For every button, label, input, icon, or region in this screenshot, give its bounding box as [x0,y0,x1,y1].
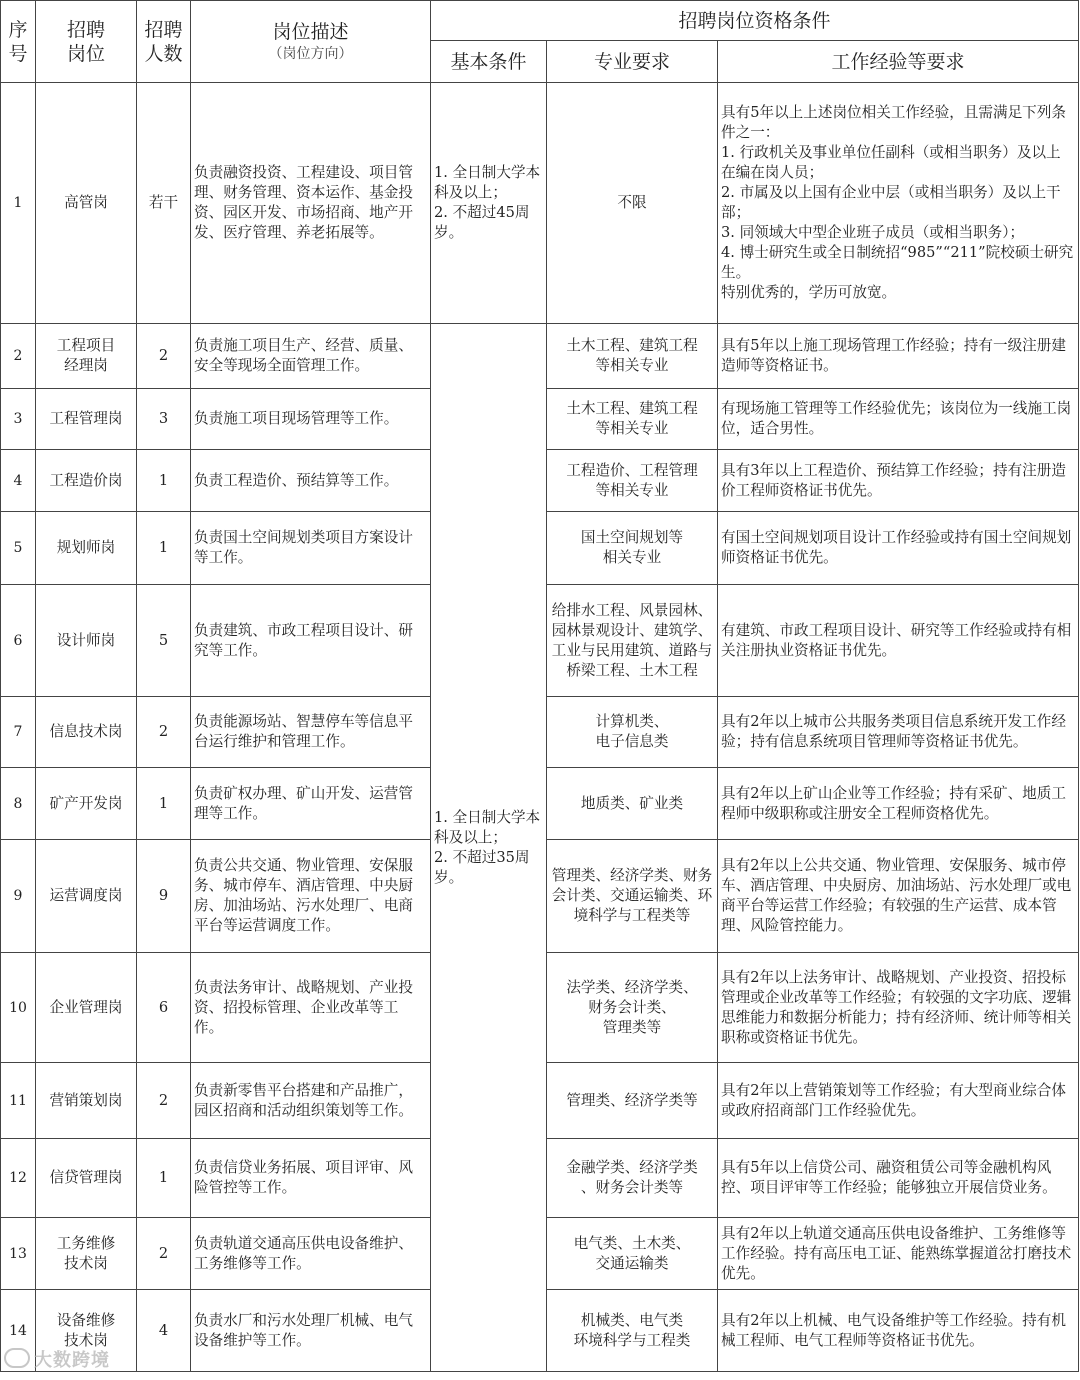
row-position: 工务维修 技术岗 [36,1218,137,1290]
row-count: 2 [137,324,191,389]
watermark [4,1346,110,1372]
row-major: 给排水工程、风景园林、园林景观设计、建筑学、工业与民用建筑、道路与桥梁工程、土木工程 [547,585,718,697]
row-experience: 具有3年以上工程造价、预结算工作经验；持有注册造价工程师资格证书优先。 [718,450,1079,512]
row-description: 负责新零售平台搭建和产品推广，园区招商和活动组织策划等工作。 [191,1063,431,1139]
row-position: 企业管理岗 [36,953,137,1063]
row-seq: 10 [1,953,36,1063]
row-description: 负责融资投资、工程建设、项目管理、财务管理、资本运作、基金投资、园区开发、市场招商、地产开发、医疗管理、养老拓展等。 [191,83,431,324]
row-position: 工程项目 经理岗 [36,324,137,389]
header-description-sub: （岗位方向） [268,45,353,62]
row-major: 国土空间规划等 相关专业 [547,512,718,585]
row-description: 负责法务审计、战略规划、产业投资、招投标管理、企业改革等工作。 [191,953,431,1063]
row-experience: 具有2年以上轨道交通高压供电设备维护、工务维修等工作经验。持有高压电工证、能熟练掌握道岔打磨技术优先。 [718,1218,1079,1290]
row-seq: 13 [1,1218,36,1290]
row-position: 高管岗 [36,83,137,324]
header-major: 专业要求 [547,41,718,83]
row-major: 金融学类、经济学类 、财务会计类等 [547,1139,718,1218]
row-seq: 9 [1,840,36,953]
row-major: 不限 [547,83,718,324]
row-experience: 具有2年以上矿山企业等工作经验；持有采矿、地质工程师中级职称或注册安全工程师资格优先。 [718,768,1079,840]
header-position: 招聘 岗位 [36,1,137,83]
row-seq: 2 [1,324,36,389]
row-major: 计算机类、 电子信息类 [547,697,718,768]
row-experience: 具有5年以上上述岗位相关工作经验，且需满足下列条件之一： 1. 行政机关及事业单位任副科（或相当职务）及以上在编在岗人员； 2. 市属及以上国有企业中层（或相当职务）及以上干部； 3. 同领域大中型企业班子成员（或相当职务）； 4. 博士研究生或全日制统招“985”“211”院校硕士研究生。 特别优秀的，学历可放宽。 [718,83,1079,324]
row-description: 负责轨道交通高压供电设备维护、工务维修等工作。 [191,1218,431,1290]
row-description: 负责国土空间规划类项目方案设计等工作。 [191,512,431,585]
row-experience: 具有5年以上施工现场管理工作经验；持有一级注册建造师等资格证书。 [718,324,1079,389]
row-experience: 具有2年以上法务审计、战略规划、产业投资、招投标管理或企业改革等工作经验；有较强的文字功底、逻辑思维能力和数据分析能力；持有经济师、统计师等相关职称或资格证书优先。 [718,953,1079,1063]
row-description: 负责能源场站、智慧停车等信息平台运行维护和管理工作。 [191,697,431,768]
row-description: 负责信贷业务拓展、项目评审、风险管控等工作。 [191,1139,431,1218]
watermark-text: 大数跨境 [34,1350,110,1371]
header-description [191,1,431,83]
row-description: 负责施工项目生产、经营、质量、安全等现场全面管理工作。 [191,324,431,389]
row-position: 矿产开发岗 [36,768,137,840]
row-major: 工程造价、工程管理 等相关专业 [547,450,718,512]
row-seq: 11 [1,1063,36,1139]
row-major: 土木工程、建筑工程 等相关专业 [547,389,718,450]
row-major: 地质类、矿业类 [547,768,718,840]
row-count: 5 [137,585,191,697]
row-experience: 具有2年以上公共交通、物业管理、安保服务、城市停车、酒店管理、中央厨房、加油场站、污水处理厂或电商平台等运营工作经验；有较强的生产运营、成本管理、风险管控能力。 [718,840,1079,953]
row-seq: 8 [1,768,36,840]
row-position: 营销策划岗 [36,1063,137,1139]
row-count: 9 [137,840,191,953]
row-major: 电气类、土木类、 交通运输类 [547,1218,718,1290]
row-description: 负责工程造价、预结算等工作。 [191,450,431,512]
row-seq: 4 [1,450,36,512]
row-experience: 有现场施工管理等工作经验优先；该岗位为一线施工岗位，适合男性。 [718,389,1079,450]
row-seq: 7 [1,697,36,768]
header-qualifications: 招聘岗位资格条件 [431,1,1079,41]
row-seq: 3 [1,389,36,450]
row-count: 1 [137,512,191,585]
table-row [1,324,1079,389]
basic-condition-row1: 1. 全日制大学本科及以上； 2. 不超过45周岁。 [431,83,547,324]
row-count: 4 [137,1290,191,1372]
header-experience: 工作经验等要求 [718,41,1079,83]
row-major: 法学类、经济学类、 财务会计类、 管理类等 [547,953,718,1063]
header-basic: 基本条件 [431,41,547,83]
row-count: 6 [137,953,191,1063]
table-row [1,83,1079,324]
row-position: 设备维修 技术岗 [36,1290,137,1372]
row-description: 负责水厂和污水处理厂机械、电气设备维护等工作。 [191,1290,431,1372]
row-experience: 有国土空间规划项目设计工作经验或持有国土空间规划师资格证书优先。 [718,512,1079,585]
row-position: 规划师岗 [36,512,137,585]
row-description: 负责公共交通、物业管理、安保服务、城市停车、酒店管理、中央厨房、加油场站、污水处理厂、电商平台等运营调度工作。 [191,840,431,953]
header-seq: 序 号 [1,1,36,83]
row-seq: 5 [1,512,36,585]
row-seq: 1 [1,83,36,324]
row-major: 土木工程、建筑工程 等相关专业 [547,324,718,389]
row-count: 1 [137,768,191,840]
row-position: 工程管理岗 [36,389,137,450]
row-count: 2 [137,1218,191,1290]
row-count: 2 [137,697,191,768]
row-experience: 有建筑、市政工程项目设计、研究等工作经验或持有相关注册执业资格证书优先。 [718,585,1079,697]
row-count: 2 [137,1063,191,1139]
row-position: 运营调度岗 [36,840,137,953]
row-seq: 14 [1,1290,36,1372]
row-seq: 12 [1,1139,36,1218]
row-experience: 具有2年以上营销策划等工作经验；有大型商业综合体或政府招商部门工作经验优先。 [718,1063,1079,1139]
row-major: 机械类、电气类 环境科学与工程类 [547,1290,718,1372]
row-position: 信息技术岗 [36,697,137,768]
row-seq: 6 [1,585,36,697]
row-position: 信贷管理岗 [36,1139,137,1218]
row-experience: 具有2年以上机械、电气设备维护等工作经验。持有机械工程师、电气工程师等资格证书优先。 [718,1290,1079,1372]
row-position: 设计师岗 [36,585,137,697]
row-count: 3 [137,389,191,450]
header-count: 招聘 人数 [137,1,191,83]
row-major: 管理类、经济学类等 [547,1063,718,1139]
row-description: 负责建筑、市政工程项目设计、研究等工作。 [191,585,431,697]
row-count: 若干 [137,83,191,324]
watermark-logo-icon [4,1348,30,1368]
row-experience: 具有2年以上城市公共服务类项目信息系统开发工作经验；持有信息系统项目管理师等资格证书优先。 [718,697,1079,768]
header-description-title: 岗位描述 [272,20,349,43]
row-position: 工程造价岗 [36,450,137,512]
row-description: 负责矿权办理、矿山开发、运营管理等工作。 [191,768,431,840]
row-major: 管理类、经济学类、财务会计类、交通运输类、环境科学与工程类等 [547,840,718,953]
row-count: 1 [137,450,191,512]
row-experience: 具有5年以上信贷公司、融资租赁公司等金融机构风控、项目评审等工作经验；能够独立开展信贷业务。 [718,1139,1079,1218]
basic-condition-others: 1. 全日制大学本科及以上； 2. 不超过35周岁。 [431,324,547,1372]
row-description: 负责施工项目现场管理等工作。 [191,389,431,450]
row-count: 1 [137,1139,191,1218]
